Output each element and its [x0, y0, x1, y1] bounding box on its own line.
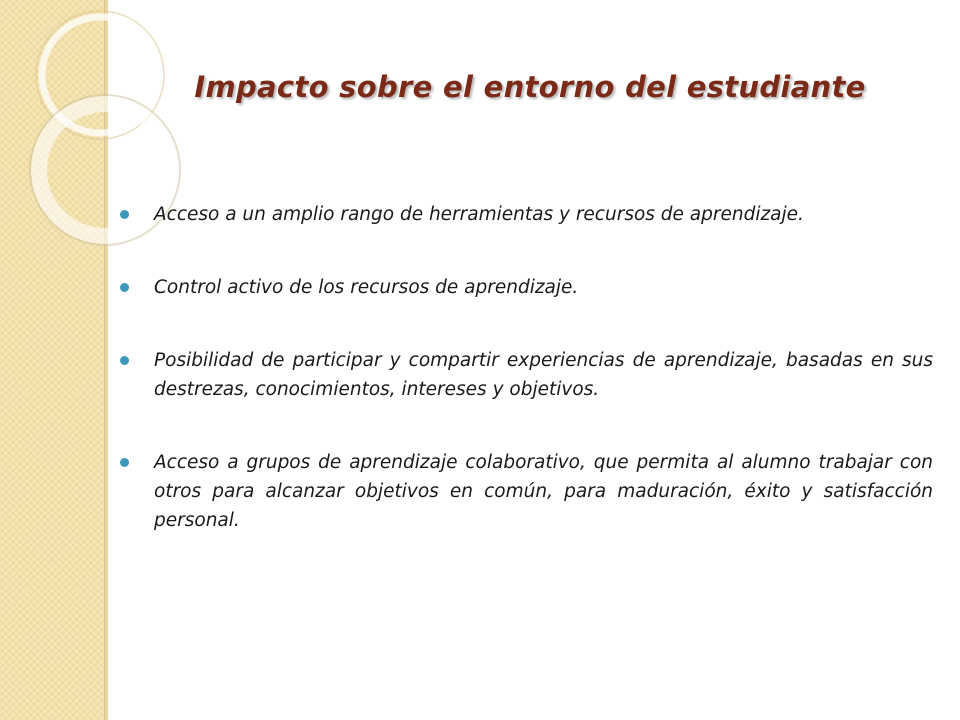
circle-bullet-icon	[120, 356, 129, 365]
slide-title: Impacto sobre el entorno del estudiante	[194, 70, 866, 104]
circle-bullet-icon	[120, 283, 129, 292]
circle-bullet-icon	[120, 458, 129, 467]
list-item	[118, 448, 933, 535]
list-item	[118, 273, 933, 302]
bullet-text: Control activo de los recursos de aprendizaje.	[154, 277, 579, 298]
list-item	[118, 346, 933, 404]
bullet-text: Posibilidad de participar y compartir experiencias de aprendizaje, basadas en sus destrezas, conocimientos, intereses y objetivos.	[154, 350, 933, 400]
bullet-text: Acceso a grupos de aprendizaje colaborativo, que permita al alumno trabajar con otros para alcanzar objetivos en común, para maduración, éxito y satisfacción personal.	[154, 452, 933, 531]
circle-bullet-icon	[120, 210, 129, 219]
bullet-text: Acceso a un amplio rango de herramientas y recursos de aprendizaje.	[154, 204, 804, 225]
bullet-list	[118, 200, 933, 579]
list-item	[118, 200, 933, 229]
